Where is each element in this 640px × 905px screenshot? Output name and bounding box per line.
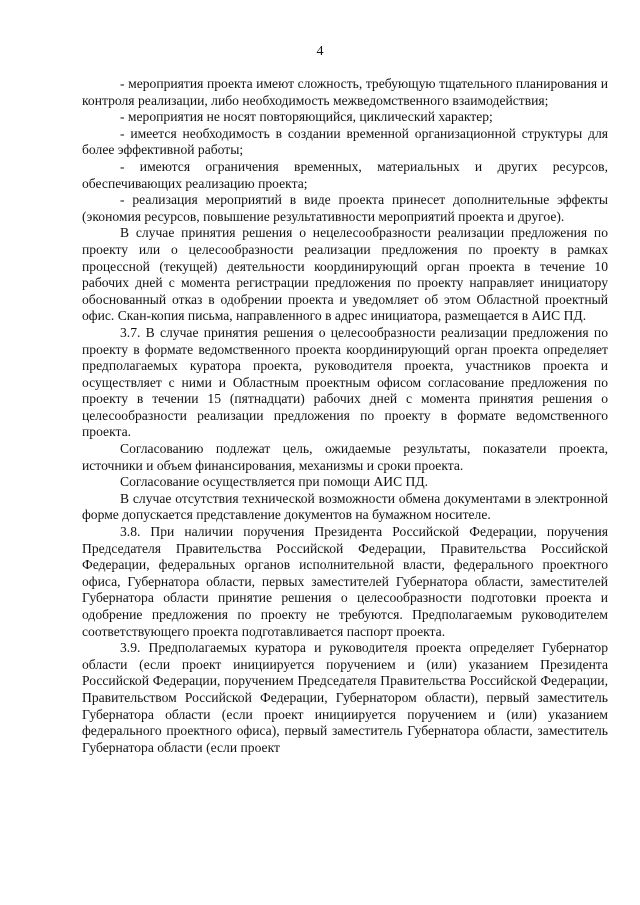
paragraph-criteria-temporary-structure: - имеется необходимость в создании временной организационной структуры для более эффективной работы; — [82, 125, 608, 158]
paragraph-criteria-non-repeating: - мероприятия не носят повторяющийся, циклический характер; — [120, 109, 493, 125]
paragraph-section-3-8: 3.8. При наличии поручения Президента Российской Федерации, поручения Председателя Правительства Российской Федерации, Правительства Российской Федерации, федеральных органов исполнительной власти, федерального проектного офиса, Губернатора области, первых заместителей Губернатора области, заместителей Губернатора области принятие решения о целесообразности подготовки проекта и одобрение предложения по проекту не требуются. Предполагаемым руководителем соответствующего проекта подготавливается паспорт проекта. — [82, 524, 608, 639]
page-number: 4 — [316, 44, 324, 59]
paragraph-criteria-resource-limits: - имеются ограничения временных, материальных и других ресурсов, обеспечивающих реализацию проекта; — [82, 158, 608, 191]
paragraph-criteria-complexity: - мероприятия проекта имеют сложность, требующую тщательного планирования и контроля реализации, либо необходимость межведомственного взаимодействия; — [82, 76, 608, 108]
paragraph-section-3-9: 3.9. Предполагаемых куратора и руководителя проекта определяет Губернатор области (если проект инициируется поручением и (или) указанием Президента Российской Федерации, поручением Председателя Правительства Российской Федерации, Правительством Российской Федерации, Губернатором области), первый заместитель Губернатора области (если проект инициируется поручением и (или) указанием федерального проектного офиса), первый заместитель Губернатора области, заместитель Губернатора области (если проект — [82, 640, 608, 755]
paragraph-refusal-procedure: В случае принятия решения о нецелесообразности реализации предложения по проекту или о целесообразности реализации предложения по проекту в рамках процессной (текущей) деятельности координирующий орган проекта в течение 10 рабочих дней с момента регистрации предложения по проекту направляет инициатору обоснованный отказ в одобрении проекта и уведомляет об этом Областной проектный офис. Скан-копия письма, направленного в адрес инициатора, размещается в АИС ПД. — [82, 225, 608, 324]
paragraph-approval-system: Согласование осуществляется при помощи АИС ПД. — [120, 474, 429, 490]
paragraph-paper-documents: В случае отсутствия технической возможности обмена документами в электронной форме допускается представление документов на бумажном носителе. — [82, 490, 608, 523]
paragraph-approval-subjects: Согласованию подлежат цель, ожидаемые результаты, показатели проекта, источники и объем финансирования, механизмы и сроки проекта. — [82, 441, 608, 473]
paragraph-section-3-7: 3.7. В случае принятия решения о целесообразности реализации предложения по проекту в формате ведомственного проекта координирующий орган проекта определяет предполагаемых куратора проекта, руководителя проекта, участников проекта и осуществляет с ними и Областным проектным офисом согласование предложения по проекту в течении 15 (пятнадцати) рабочих дней с момента принятия решения о целесообразности реализации предложения по проекту в формате ведомственного проекта. — [82, 324, 608, 440]
document-body — [82, 76, 608, 756]
paragraph-criteria-additional-effects: - реализация мероприятий в виде проекта принесет дополнительные эффекты (экономия ресурсов, повышение результативности мероприятий проекта и другое). — [82, 192, 608, 224]
